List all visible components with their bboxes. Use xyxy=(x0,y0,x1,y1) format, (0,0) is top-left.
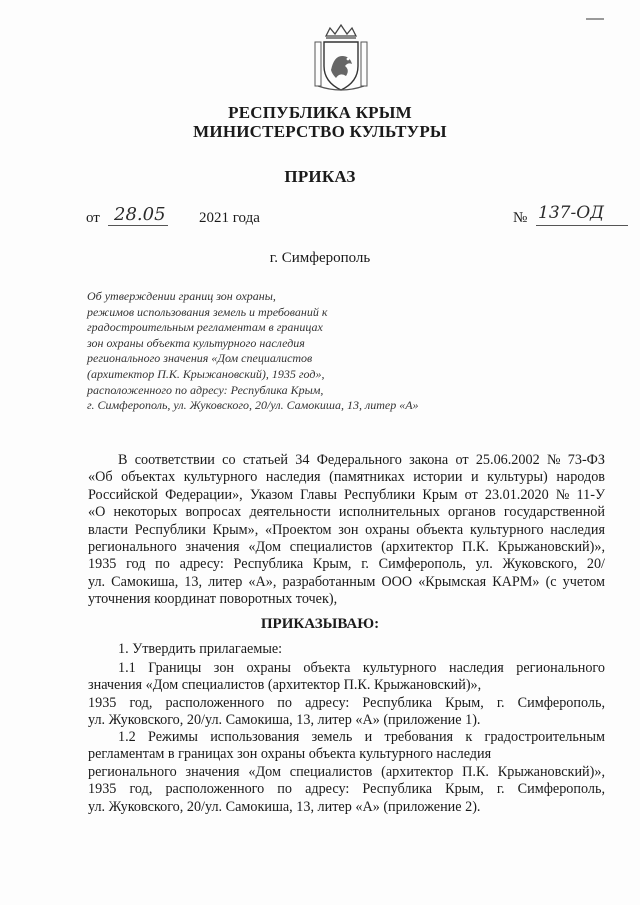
date-underline xyxy=(108,225,168,226)
preamble-line: Российской Федерации», Указом Главы Республики Крым от 23.01.2020 № 11-У xyxy=(88,486,605,503)
preamble-line: регионального значения «Дом специалистов (архитектор П.К. Крыжановский)», xyxy=(88,539,605,556)
coat-of-arms-icon xyxy=(312,22,370,94)
item-1-text: 1. Утвердить прилагаемые: xyxy=(118,641,283,657)
ministry-title: МИНИСТЕРСТВО КУЛЬТУРЫ xyxy=(193,122,447,141)
subject-line: (архитектор П.К. Крыжановский), 1935 год», xyxy=(87,366,325,381)
item-1-2-line: 1.2 Режимы использования земель и требования к градостроительным xyxy=(118,729,605,745)
order-subject xyxy=(87,289,447,414)
item-1-2-line: регламентам в границах зон охраны объекта культурного наследия xyxy=(88,746,492,763)
item-1 xyxy=(88,641,605,658)
subject-line: регионального значения «Дом специалистов xyxy=(87,351,313,366)
subject-line: расположенного по адресу: Республика Крым, xyxy=(87,382,324,397)
item-1-2-line: регионального значения «Дом специалистов (архитектор П.К. Крыжановский)», xyxy=(88,763,605,780)
subject-line: Об утверждении границ зон охраны, xyxy=(87,289,276,303)
date-prefix: от xyxy=(86,210,100,226)
preamble-paragraph xyxy=(88,452,605,609)
preamble-line: ул. Самокиша, 13, литер «А», разработанным ООО «Крымская КАРМ» (с учетом xyxy=(88,573,605,590)
scan-mark xyxy=(586,18,604,20)
item-1-2 xyxy=(88,729,605,816)
item-1-2-line: ул. Жуковского, 20/ул. Самокиша, 13, литер «А» (приложение 2). xyxy=(88,798,481,815)
item-1-1-line: ул. Жуковского, 20/ул. Самокиша, 13, литер «А» (приложение 1). xyxy=(88,712,481,729)
republic-title: РЕСПУБЛИКА КРЫМ xyxy=(228,103,412,122)
item-1-1-line: 1935 год, расположенного по адресу: Республика Крым, г. Симферополь, xyxy=(88,694,605,711)
subject-line: градостроительным регламентам в границах xyxy=(87,320,323,335)
city-line: г. Симферополь xyxy=(269,250,371,266)
preamble-line: «О некоторых вопросах деятельности исполнительных органов государственной xyxy=(88,504,605,521)
order-directive-heading: ПРИКАЗЫВАЮ: xyxy=(260,616,380,632)
item-1-1 xyxy=(88,660,605,730)
subject-line: г. Симферополь, ул. Жуковского, 20/ул. Самокиша, 13, литер «А» xyxy=(87,398,419,413)
handwritten-number: 137-ОД xyxy=(538,203,604,223)
subject-line: зон охраны объекта культурного наследия xyxy=(87,335,305,350)
number-sign: № xyxy=(513,210,528,226)
preamble-line: власти Республики Крым», «Проектом зон охраны объекта культурного наследия xyxy=(88,521,605,538)
subject-line: режимов использования земель и требований к xyxy=(87,304,328,319)
preamble-line: «Об объектах культурного наследия (памятниках истории и культуры) народов xyxy=(88,469,605,486)
preamble-line: 1935 год по адресу: Республика Крым, г. Симферополь, ул. Жуковского, 20/ xyxy=(88,556,605,573)
date-year: 2021 года xyxy=(199,210,260,226)
item-1-1-line: 1.1 Границы зон охраны объекта культурного наследия регионального xyxy=(118,660,605,676)
order-title: ПРИКАЗ xyxy=(284,167,356,186)
preamble-line: В соответствии со статьей 34 Федерального закона от 25.06.2002 № 73-ФЗ xyxy=(118,452,605,468)
item-1-1-line: значения «Дом специалистов (архитектор П.К. Крыжановский)», xyxy=(88,677,482,694)
item-1-2-line: 1935 год, расположенного по адресу: Республика Крым, г. Симферополь, xyxy=(88,781,605,798)
handwritten-date: 28.05 xyxy=(114,204,166,225)
preamble-line: уточнения координат поворотных точек), xyxy=(88,591,338,608)
number-underline xyxy=(536,225,628,226)
dateline xyxy=(86,203,626,232)
